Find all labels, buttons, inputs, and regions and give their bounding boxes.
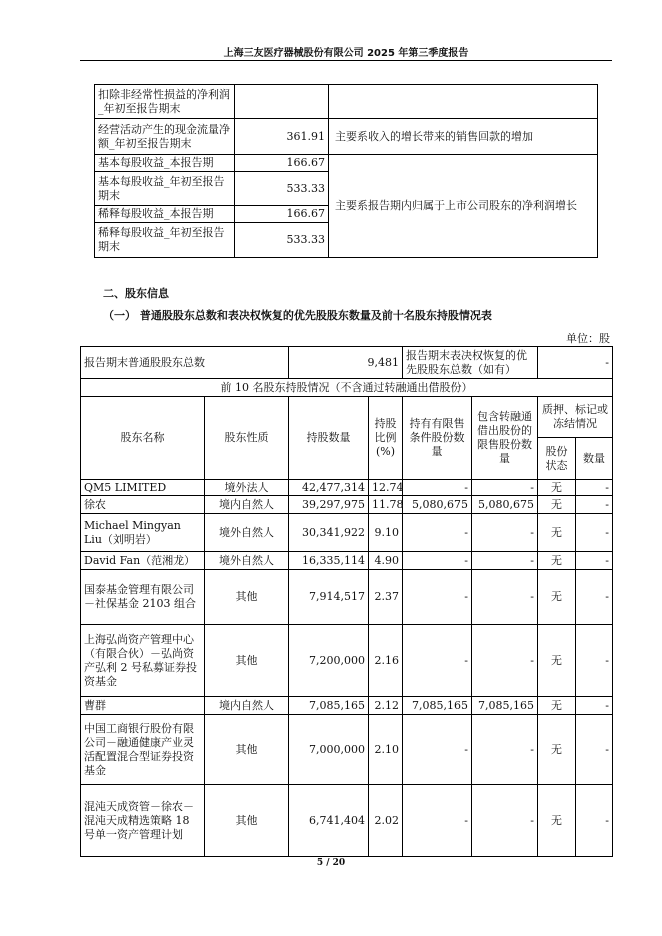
- holder-shares: 7,200,000: [289, 625, 369, 697]
- holder-name: Michael Mingyan Liu（刘明岩）: [81, 514, 205, 552]
- col-header-qty: 数量: [576, 438, 613, 480]
- holder-restricted: -: [403, 715, 472, 785]
- table-row: [95, 85, 598, 119]
- indicator-merged-note: 主要系报告期内归属于上市公司股东的净利润增长: [329, 155, 598, 258]
- table-row: [81, 697, 613, 715]
- subsection-title: （一） 普通股股东总数和表决权恢复的优先股股东数量及前十名股东持股情况表: [103, 309, 492, 322]
- col-header-restricted: 持有有限售条件股份数量: [403, 397, 472, 480]
- table-row: [81, 552, 613, 570]
- table-row: [81, 570, 613, 625]
- col-header-ratio: 持股比例(%): [369, 397, 403, 480]
- table-row: [95, 119, 598, 155]
- holder-shares: 30,341,922: [289, 514, 369, 552]
- holder-ratio: 9.10: [369, 514, 403, 552]
- holder-status: 无: [538, 570, 576, 625]
- holder-name: 上海弘尚资产管理中心（有限合伙）－弘尚资产弘利 2 号私募证券投资基金: [81, 625, 205, 697]
- indicator-label: 稀释每股收益_年初至报告期末: [95, 223, 235, 258]
- indicator-value: 533.33: [235, 172, 329, 206]
- indicator-label: 基本每股收益_年初至报告期末: [95, 172, 235, 206]
- holder-nature: 其他: [205, 570, 289, 625]
- holder-qty: -: [576, 625, 613, 697]
- header-row: [81, 397, 613, 438]
- holder-restricted: -: [403, 625, 472, 697]
- holder-qty: -: [576, 480, 613, 496]
- holder-ratio: 11.78: [369, 496, 403, 514]
- holder-qty: -: [576, 715, 613, 785]
- holder-ratio: 2.10: [369, 715, 403, 785]
- holder-qty: -: [576, 697, 613, 715]
- indicator-label: 经营活动产生的现金流量净额_年初至报告期末: [95, 119, 235, 155]
- holder-nature: 其他: [205, 785, 289, 857]
- holder-restricted: -: [403, 514, 472, 552]
- holder-qty: -: [576, 496, 613, 514]
- holder-shares: 6,741,404: [289, 785, 369, 857]
- holder-status: 无: [538, 480, 576, 496]
- table-row: [81, 625, 613, 697]
- holder-restricted: -: [403, 552, 472, 570]
- holder-shares: 7,914,517: [289, 570, 369, 625]
- col-header-nature: 股东性质: [205, 397, 289, 480]
- indicator-value: 533.33: [235, 223, 329, 258]
- financial-indicator-table: [94, 84, 598, 258]
- holder-ratio: 12.74: [369, 480, 403, 496]
- holder-nature: 境外自然人: [205, 514, 289, 552]
- holder-name: 中国工商银行股份有限公司－融通健康产业灵活配置混合型证券投资基金: [81, 715, 205, 785]
- holder-lending: -: [472, 552, 538, 570]
- holder-name: David Fan（范湘龙）: [81, 552, 205, 570]
- holder-restricted: -: [403, 570, 472, 625]
- holder-ratio: 2.16: [369, 625, 403, 697]
- col-header-name: 股东名称: [81, 397, 205, 480]
- holder-status: 无: [538, 625, 576, 697]
- holder-name: 混沌天成资管－徐农－混沌天成精选策略 18 号单一资产管理计划: [81, 785, 205, 857]
- holder-shares: 16,335,114: [289, 552, 369, 570]
- holder-lending: -: [472, 480, 538, 496]
- holder-shares: 42,477,314: [289, 480, 369, 496]
- common-holders-value: 9,481: [289, 347, 403, 379]
- holder-lending: -: [472, 514, 538, 552]
- indicator-value: 166.67: [235, 206, 329, 223]
- holder-shares: 7,085,165: [289, 697, 369, 715]
- holder-lending: -: [472, 625, 538, 697]
- indicator-label: 扣除非经常性损益的净利润_年初至报告期末: [95, 85, 235, 119]
- holder-restricted: -: [403, 480, 472, 496]
- table-row: [81, 785, 613, 857]
- table-row: [81, 715, 613, 785]
- holder-restricted: 5,080,675: [403, 496, 472, 514]
- holder-status: 无: [538, 785, 576, 857]
- holder-nature: 其他: [205, 715, 289, 785]
- col-header-status: 股份状态: [538, 438, 576, 480]
- header-divider: [80, 60, 612, 61]
- table-row: [81, 496, 613, 514]
- indicator-label: 稀释每股收益_本报告期: [95, 206, 235, 223]
- holder-restricted: -: [403, 785, 472, 857]
- holder-ratio: 2.12: [369, 697, 403, 715]
- indicator-value: 361.91: [235, 119, 329, 155]
- holder-name: QM5 LIMITED: [81, 480, 205, 496]
- holder-ratio: 4.90: [369, 552, 403, 570]
- holder-shares: 7,000,000: [289, 715, 369, 785]
- holder-nature: 境内自然人: [205, 496, 289, 514]
- table-row: [81, 480, 613, 496]
- unit-label: 单位：股: [566, 332, 610, 345]
- section-title: 二、股东信息: [103, 287, 169, 300]
- holder-name: 国泰基金管理有限公司－社保基金 2103 组合: [81, 570, 205, 625]
- holder-name: 曹群: [81, 697, 205, 715]
- indicator-value: 166.67: [235, 155, 329, 172]
- holder-nature: 境外自然人: [205, 552, 289, 570]
- top10-title: 前 10 名股东持股情况（不含通过转融通出借股份）: [81, 379, 613, 397]
- holder-nature: 境内自然人: [205, 697, 289, 715]
- holder-name: 徐农: [81, 496, 205, 514]
- top10-title-row: [81, 379, 613, 397]
- table-row: [95, 155, 598, 172]
- summary-row: [81, 347, 613, 379]
- holder-shares: 39,297,975: [289, 496, 369, 514]
- holder-lending: 7,085,165: [472, 697, 538, 715]
- holder-ratio: 2.02: [369, 785, 403, 857]
- holder-restricted: 7,085,165: [403, 697, 472, 715]
- holder-status: 无: [538, 496, 576, 514]
- table-row: [81, 514, 613, 552]
- report-header-title: 上海三友医疗器械股份有限公司 2025 年第三季度报告: [223, 48, 469, 59]
- col-header-shares: 持股数量: [289, 397, 369, 480]
- holder-lending: -: [472, 785, 538, 857]
- holder-lending: -: [472, 715, 538, 785]
- page-number: 5 / 20: [316, 858, 346, 868]
- holder-status: 无: [538, 697, 576, 715]
- col-header-pledge: 质押、标记或冻结情况: [538, 397, 613, 438]
- holder-ratio: 2.37: [369, 570, 403, 625]
- holder-lending: 5,080,675: [472, 496, 538, 514]
- preferred-holders-label: 报告期末表决权恢复的优先股股东总数（如有）: [403, 347, 538, 379]
- shareholder-table: [80, 346, 613, 857]
- holder-status: 无: [538, 715, 576, 785]
- indicator-note: [329, 85, 598, 119]
- holder-nature: 境外法人: [205, 480, 289, 496]
- holder-status: 无: [538, 514, 576, 552]
- indicator-value: [235, 85, 329, 119]
- holder-qty: -: [576, 570, 613, 625]
- preferred-holders-value: -: [538, 347, 613, 379]
- holder-qty: -: [576, 785, 613, 857]
- indicator-note: 主要系收入的增长带来的销售回款的增加: [329, 119, 598, 155]
- holder-status: 无: [538, 552, 576, 570]
- holder-lending: -: [472, 570, 538, 625]
- common-holders-label: 报告期末普通股股东总数: [81, 347, 289, 379]
- holder-qty: -: [576, 514, 613, 552]
- holder-qty: -: [576, 552, 613, 570]
- holder-nature: 其他: [205, 625, 289, 697]
- col-header-lending: 包含转融通借出股份的限售股份数量: [472, 397, 538, 480]
- indicator-label: 基本每股收益_本报告期: [95, 155, 235, 172]
